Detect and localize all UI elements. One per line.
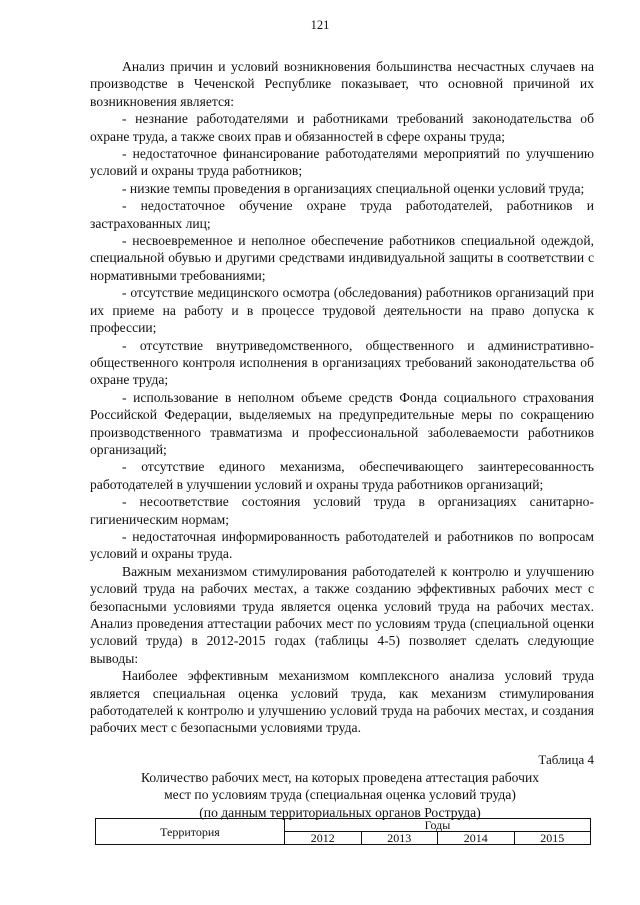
paragraph: - недостаточное финансирование работодателями мероприятий по улучшению условий и охраны труда работников;	[90, 146, 594, 179]
year-cell: 2012	[285, 832, 362, 845]
table-header-row	[96, 819, 591, 832]
paragraph: - отсутствие внутриведомственного, общественного и административно-общественного контроля исполнения в организациях требований законодательства об охране труда;	[90, 337, 594, 388]
page-number: 121	[310, 18, 330, 32]
data-table	[95, 818, 591, 845]
table-caption	[110, 769, 570, 821]
paragraph: Наиболее эффективным механизмом комплексного анализа условий труда является специальная оценка условий труда, как механизм стимулирования работодателей к контролю и улучшению условий труда на рабочих местах, и создания рабочих мест с безопасными условиями труда.	[90, 668, 594, 736]
paragraph: - незнание работодателями и работниками требований законодательства об охране труда, а также своих прав и обязанностей в сфере охраны труда;	[90, 111, 594, 144]
paragraph: - использование в неполном объеме средств Фонда социального страхования Российской Федерации, выделяемых на предупредительные меры по сокращению производственного травматизма и профессиональной заболеваемости работников организаций;	[90, 389, 594, 457]
caption-line: мест по условиям труда (специальная оценка условий труда)	[164, 787, 516, 803]
caption-line: Количество рабочих мест, на которых проведена аттестация рабочих	[140, 770, 540, 785]
paragraph: Важным механизмом стимулирования работодателей к контролю и улучшению условий труда на рабочих местах, а также созданию эффективных рабочих мест с безопасными условиями труда является оценка условий труда на рабочих местах. Анализ проведения аттестации рабочих мест по условиям труда (специальной оценки условий труда) в 2012-2015 годах (таблицы 4-5) позволяет сделать следующие выводы:	[90, 563, 594, 666]
paragraph: - недостаточное обучение охране труда работодателей, работников и застрахованных лиц;	[90, 198, 594, 231]
territory-header: Территория	[96, 819, 285, 845]
paragraph: - несоответствие состояния условий труда в организациях санитарно-гигиеническим нормам;	[90, 494, 594, 527]
year-cell: 2014	[438, 832, 515, 845]
year-cell: 2013	[361, 832, 438, 845]
caption-line: (по данным территориальных органов Роструда)	[199, 804, 481, 820]
paragraph: - недостаточная информированность работодателей и работников по вопросам условий и охраны труда.	[90, 528, 594, 562]
paragraph: - отсутствие единого механизма, обеспечивающего заинтересованность работодателей в улучшении условий и охраны труда работников организаций;	[90, 459, 594, 492]
year-cell: 2015	[514, 832, 591, 845]
paragraph: - низкие темпы проведения в организациях специальной оценки условий труда;	[122, 180, 585, 196]
paragraph: - несвоевременное и неполное обеспечение работников специальной одеждой, специальной обувью и другими средствами индивидуальной защиты в соответствии с нормативными требованиями;	[90, 233, 594, 283]
table-label: Таблица 4	[538, 752, 594, 767]
paragraph: Анализ причин и условий возникновения большинства несчастных случаев на производстве в Чеченской Республике показывает, что основной причиной их возникновения является:	[90, 59, 594, 109]
years-header: Годы	[285, 819, 591, 832]
paragraph: - отсутствие медицинского осмотра (обследования) работников организаций при их приеме на работу и в процессе трудовой деятельности на право допуска к профессии;	[90, 285, 594, 336]
body-text	[90, 58, 594, 737]
